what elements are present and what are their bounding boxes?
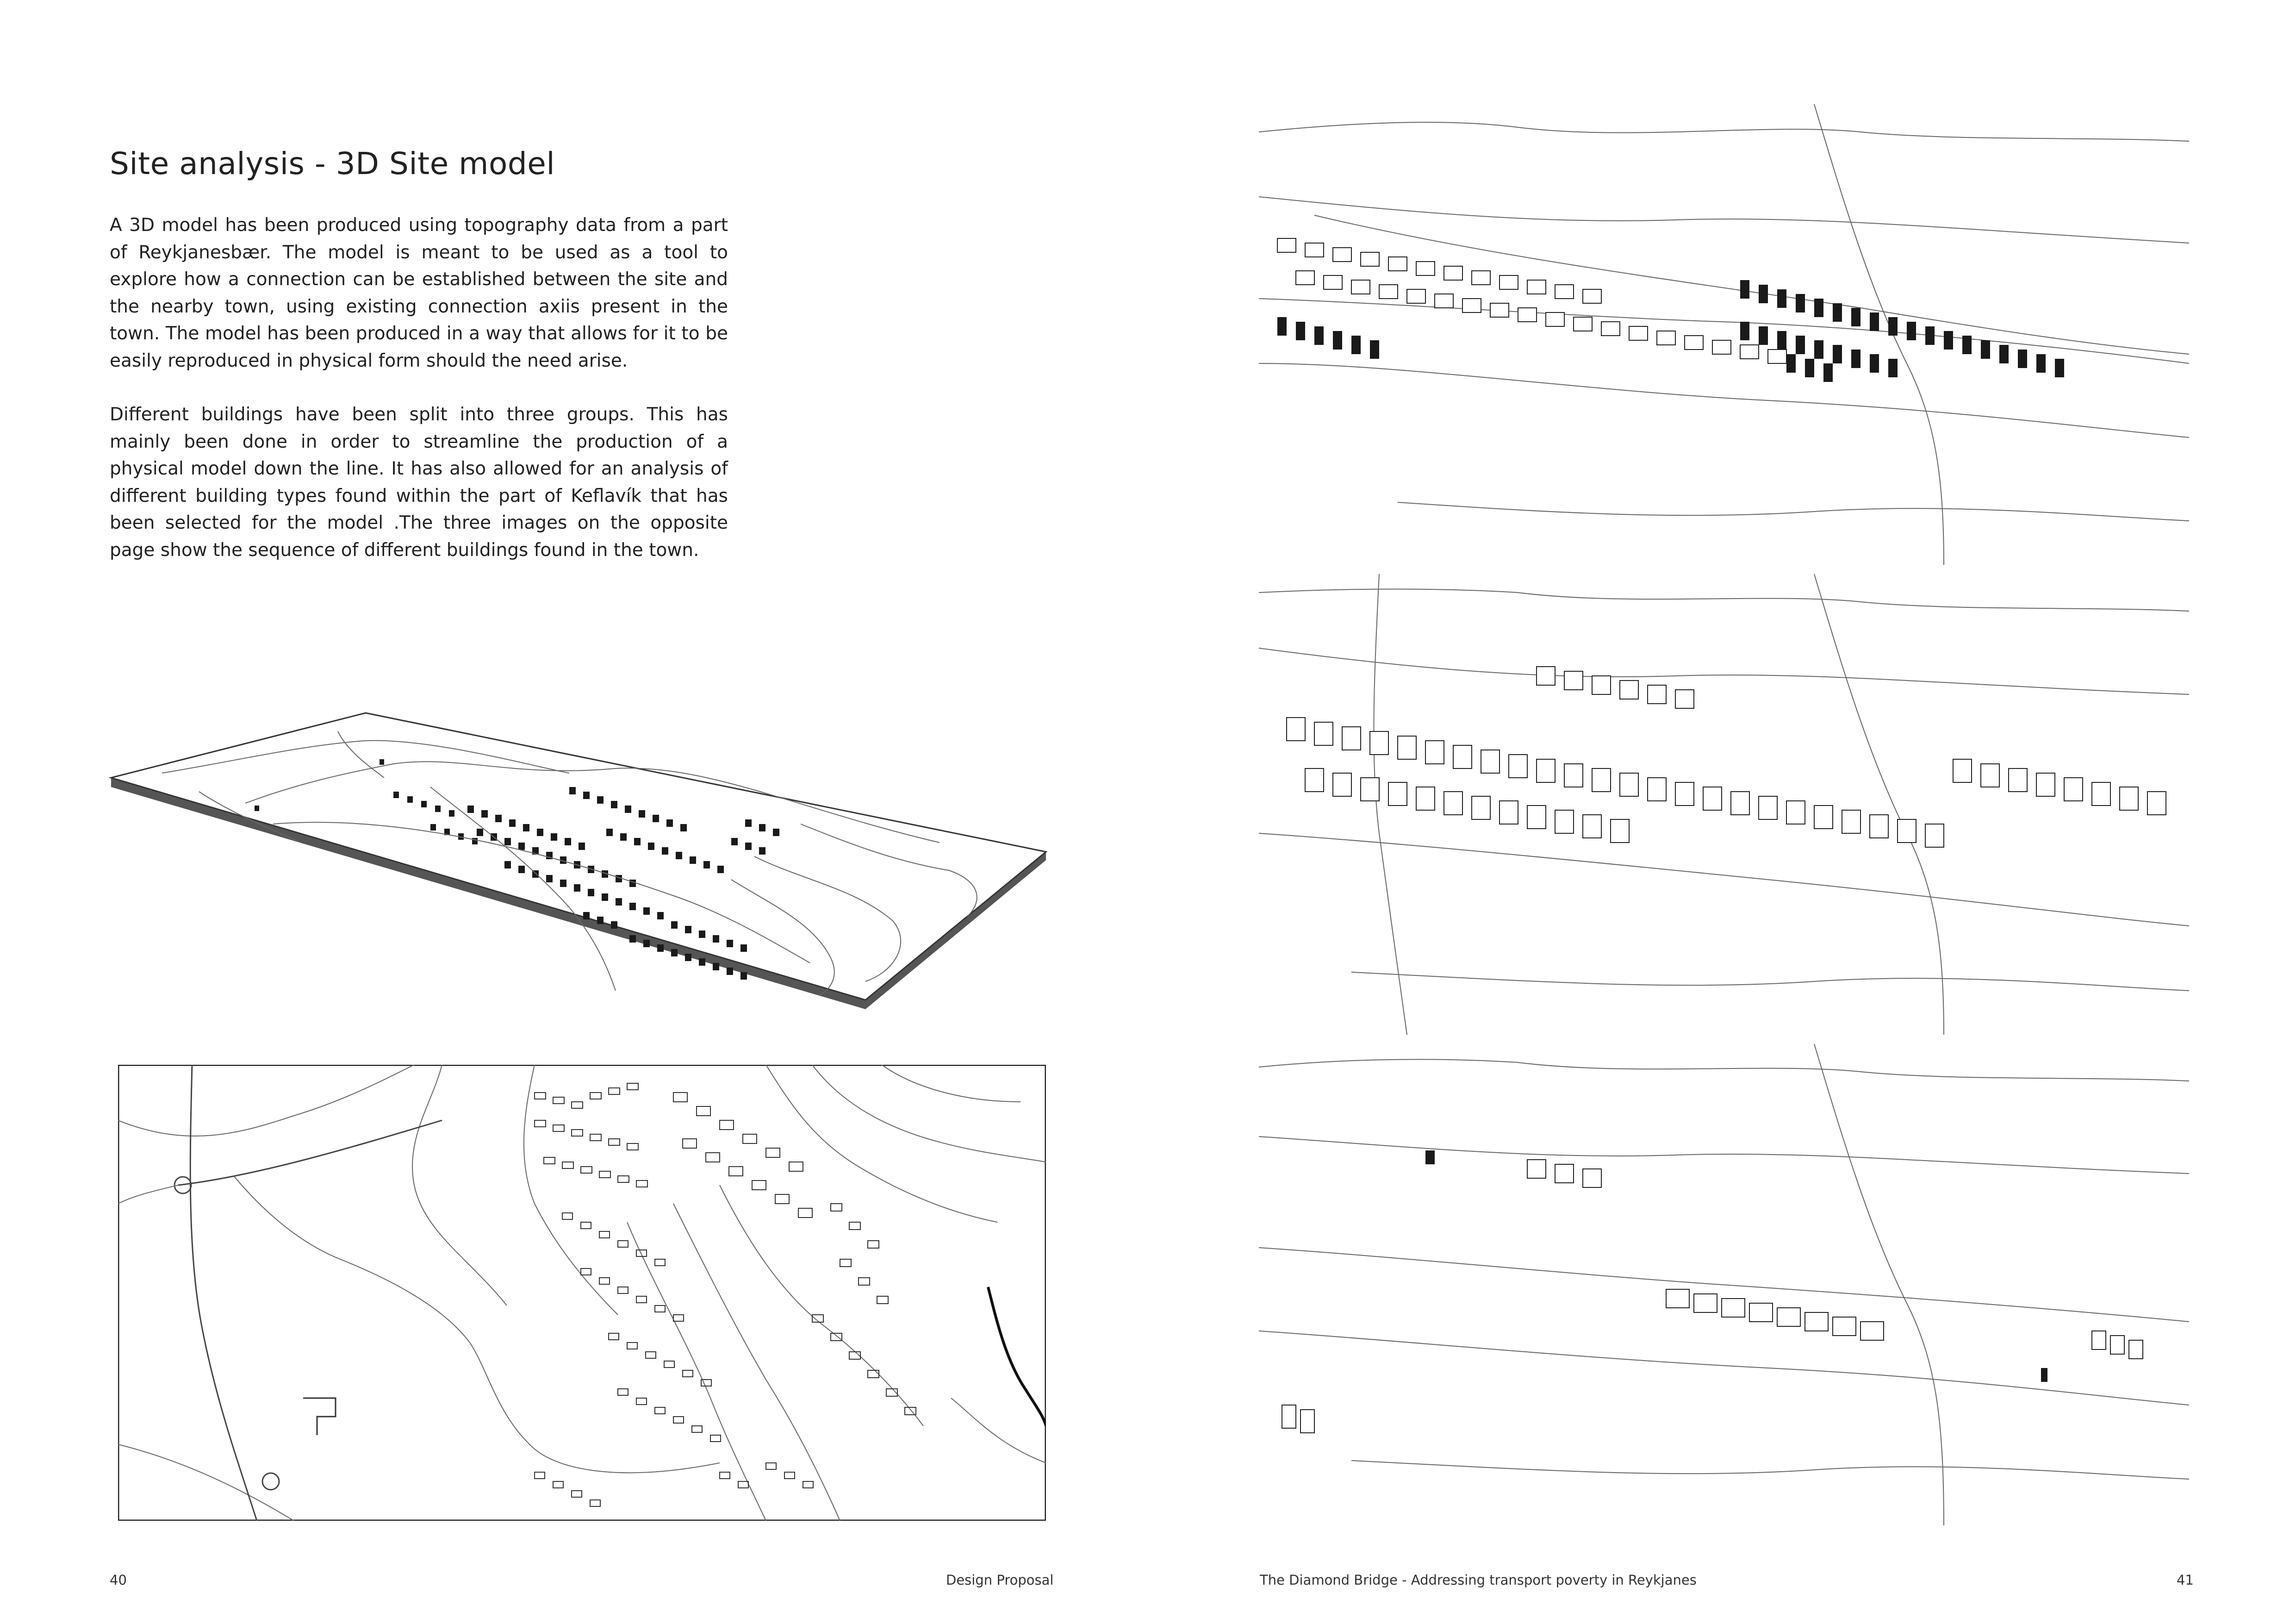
section-label: Design Proposal — [946, 1572, 1054, 1588]
site-plan — [118, 1065, 1046, 1521]
aerial-render-1 — [1259, 104, 2189, 565]
running-title: The Diamond Bridge - Addressing transport poverty in Reykjanes — [1260, 1572, 1697, 1588]
body-paragraph-1: A 3D model has been produced using topography data from a part of Reykjanesbær. The model is meant to be used as a tool to explore how a connection can be established between the site and the nearby town, using existing connection axiis present in the town. The model has been produced in a way that allows for it to be easily reproduced in physical form should the need arise. — [110, 215, 728, 371]
aerial-render-2 — [1259, 574, 2189, 1035]
body-paragraph-2: Different buildings have been split into three groups. This has mainly been done in order to streamline the production of a physical model down the line. It has also allowed for an analysis of different building types found within the part of Keflavík that has been selected for the model .The three images on the opposite page show the sequence of different buildings found in the town. — [110, 404, 728, 561]
aerial-render-3 — [1259, 1044, 2189, 1525]
page-title: Site analysis - 3D Site model — [110, 146, 555, 181]
page-number-left: 40 — [110, 1572, 127, 1588]
page-number-right: 41 — [2177, 1572, 2194, 1588]
isometric-site-model — [106, 704, 1051, 1046]
